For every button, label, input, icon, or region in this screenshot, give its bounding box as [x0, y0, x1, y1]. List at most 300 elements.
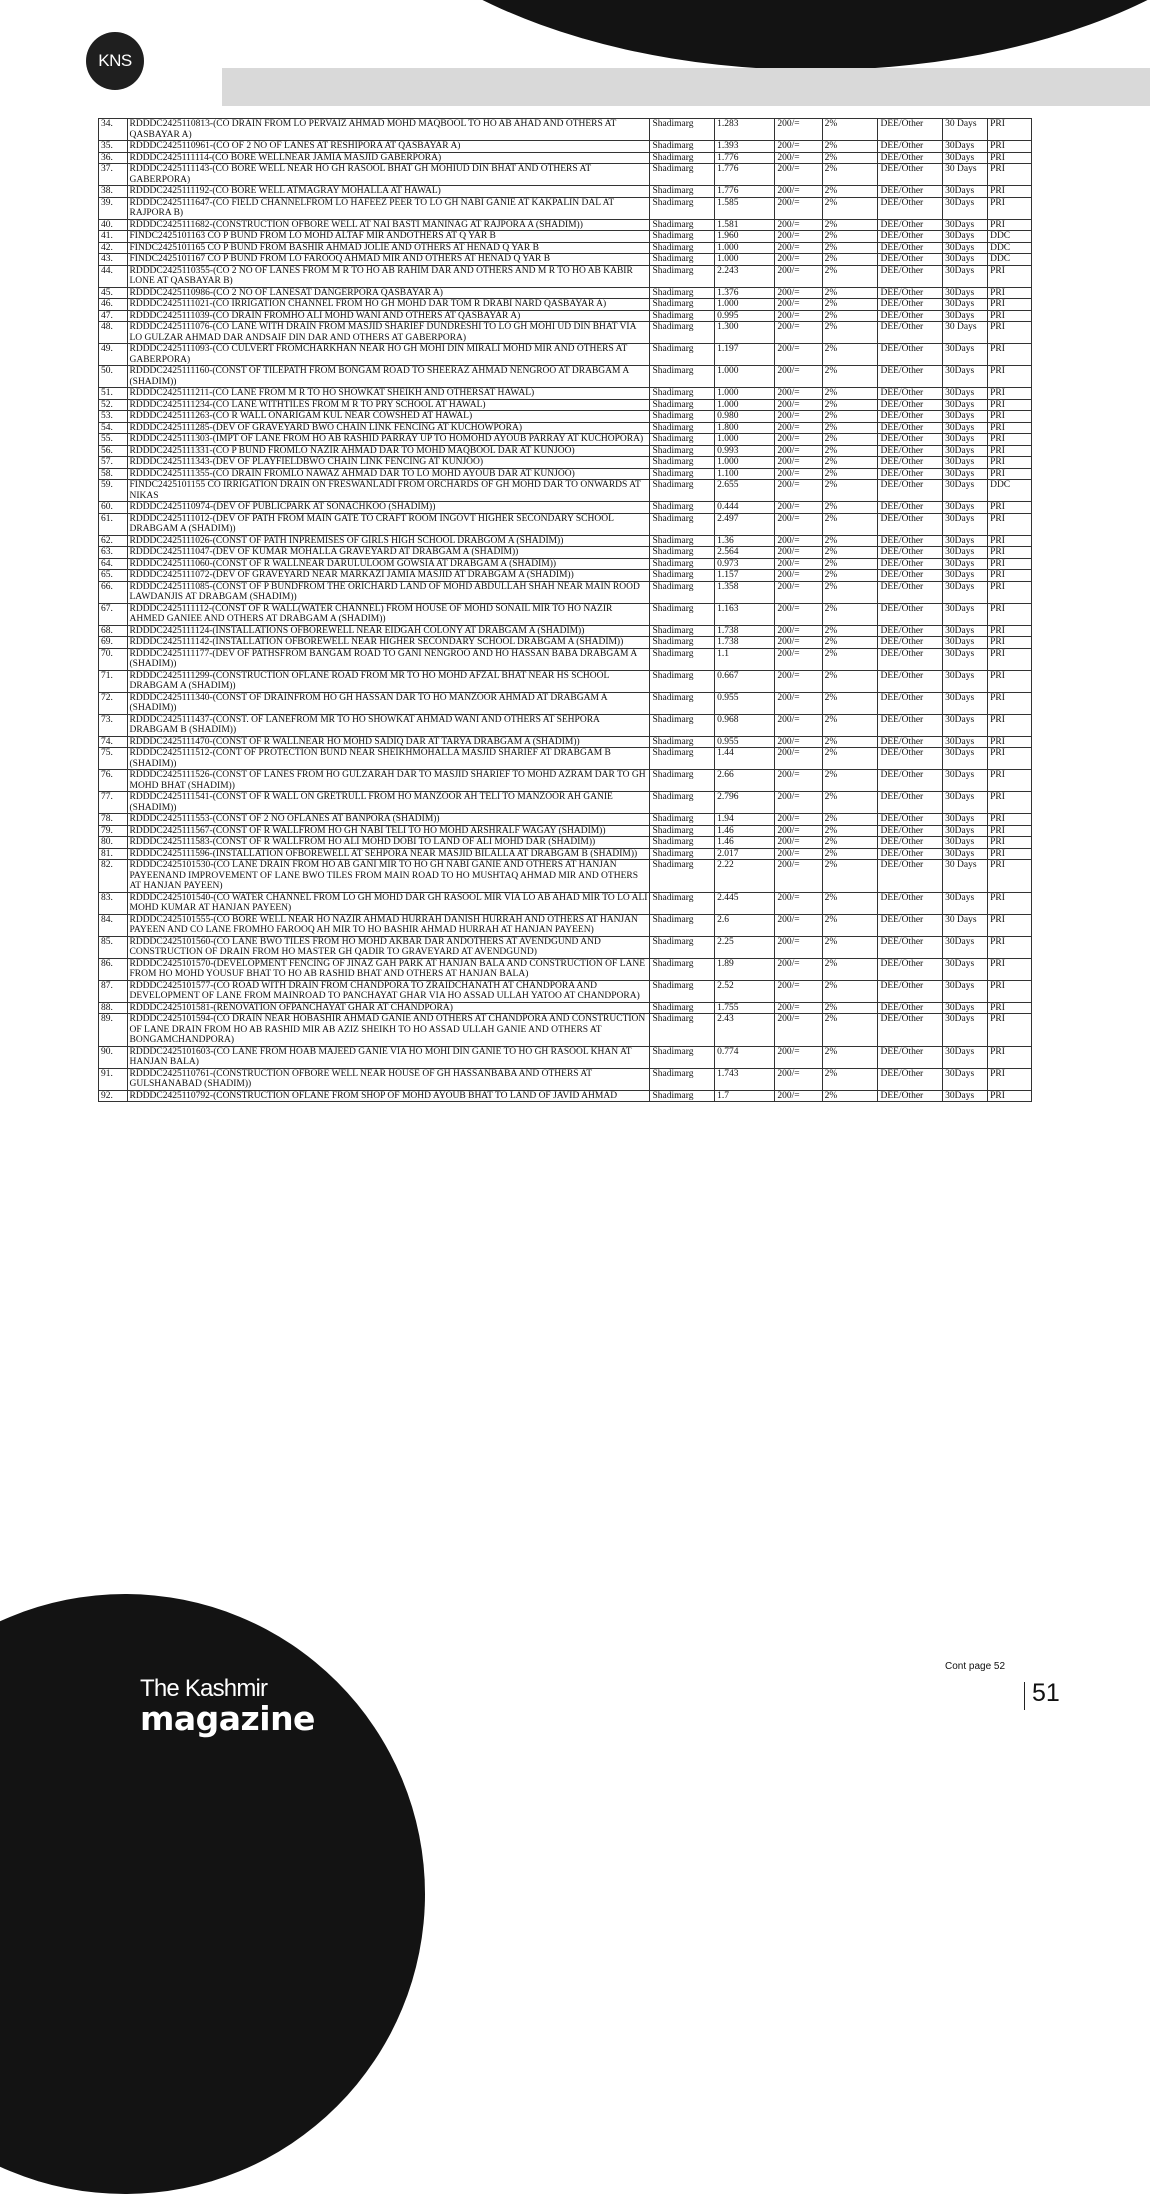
scheme-cell: PRI — [988, 535, 1032, 547]
duration-cell: 30Days — [943, 344, 988, 366]
area-cell: Shadimarg — [650, 581, 715, 603]
cost-cell: 1.000 — [715, 242, 775, 254]
scheme-cell: PRI — [988, 547, 1032, 559]
earnest-money-cell: 2% — [822, 825, 878, 837]
row-number: 61. — [99, 513, 128, 535]
fee-cell: 200/= — [775, 399, 822, 411]
area-cell: Shadimarg — [650, 1002, 715, 1014]
area-cell: Shadimarg — [650, 219, 715, 231]
earnest-money-cell: 2% — [822, 322, 878, 344]
scheme-cell: PRI — [988, 344, 1032, 366]
work-description: RDDDC2425101577-(CO ROAD WITH DRAIN FROM CHANDPORA TO ZRAIDCHANATH AT CHANDPORA AND DEVELOPMENT OF LANE FROM MAINROAD TO PANCHAYAT GHAR VIA HO ASSAD ULLAH YATOO AT CHANDPORA) — [127, 980, 650, 1002]
row-number: 34. — [99, 119, 128, 141]
row-number: 72. — [99, 692, 128, 714]
cost-cell: 1.393 — [715, 141, 775, 153]
duration-cell: 30Days — [943, 287, 988, 299]
scheme-cell: PRI — [988, 1002, 1032, 1014]
duration-cell: 30Days — [943, 265, 988, 287]
authority-cell: DEE/Other — [878, 152, 943, 164]
table-row — [99, 736, 1032, 748]
fee-cell: 200/= — [775, 242, 822, 254]
table-row — [99, 513, 1032, 535]
authority-cell: DEE/Other — [878, 535, 943, 547]
area-cell: Shadimarg — [650, 670, 715, 692]
authority-cell: DEE/Other — [878, 892, 943, 914]
earnest-money-cell: 2% — [822, 637, 878, 649]
authority-cell: DEE/Other — [878, 603, 943, 625]
cost-cell: 0.995 — [715, 310, 775, 322]
earnest-money-cell: 2% — [822, 558, 878, 570]
table-row — [99, 1002, 1032, 1014]
table-row — [99, 141, 1032, 153]
scheme-cell: PRI — [988, 692, 1032, 714]
area-cell: Shadimarg — [650, 692, 715, 714]
table-row — [99, 936, 1032, 958]
area-cell: Shadimarg — [650, 558, 715, 570]
cost-cell: 2.6 — [715, 914, 775, 936]
duration-cell: 30Days — [943, 242, 988, 254]
earnest-money-cell: 2% — [822, 1046, 878, 1068]
earnest-money-cell: 2% — [822, 366, 878, 388]
fee-cell: 200/= — [775, 637, 822, 649]
kns-logo — [86, 32, 144, 90]
magazine-logo — [140, 1677, 315, 1737]
authority-cell: DEE/Other — [878, 344, 943, 366]
cost-cell: 1.776 — [715, 186, 775, 198]
row-number: 36. — [99, 152, 128, 164]
cost-cell: 1.46 — [715, 837, 775, 849]
scheme-cell: PRI — [988, 581, 1032, 603]
cost-cell: 1.960 — [715, 231, 775, 243]
work-description: FINDC2425101155 CO IRRIGATION DRAIN ON FRESWANLADI FROM ORCHARDS OF GH MOHD DAR TO ONWARDS AT NIKAS — [127, 480, 650, 502]
area-cell: Shadimarg — [650, 637, 715, 649]
area-cell: Shadimarg — [650, 714, 715, 736]
duration-cell: 30Days — [943, 480, 988, 502]
duration-cell: 30Days — [943, 936, 988, 958]
fee-cell: 200/= — [775, 603, 822, 625]
row-number: 92. — [99, 1090, 128, 1102]
scheme-cell: PRI — [988, 141, 1032, 153]
scheme-cell: PRI — [988, 570, 1032, 582]
work-description: RDDDC2425111596-(INSTALLATION OFBOREWELL AT SEHPORA NEAR MASJID BILALLA AT DRABGAM B (SHADIM)) — [127, 848, 650, 860]
fee-cell: 200/= — [775, 322, 822, 344]
fee-cell: 200/= — [775, 936, 822, 958]
work-description: RDDDC2425111340-(CONST OF DRAINFROM HO GH HASSAN DAR TO HO MANZOOR AHMAD AT DRABGAM A (SHADIM)) — [127, 692, 650, 714]
table-row — [99, 692, 1032, 714]
work-description: RDDDC2425110355-(CO 2 NO OF LANES FROM M R TO HO AB RAHIM DAR AND OTHERS AND M R TO HO AB KABIR LONE AT QASBAYAR B) — [127, 265, 650, 287]
work-description: RDDDC2425111076-(CO LANE WITH DRAIN FROM MASJID SHARIEF DUNDRESHI TO LO GH MOHI UD DIN BHAT VIA LO GULZAR AHMAD DAR ANDSAIF DIN DAR AND OTHERS AT GABERPORA) — [127, 322, 650, 344]
duration-cell: 30Days — [943, 219, 988, 231]
table-row — [99, 197, 1032, 219]
scheme-cell: PRI — [988, 197, 1032, 219]
cost-cell: 1.743 — [715, 1068, 775, 1090]
authority-cell: DEE/Other — [878, 1068, 943, 1090]
duration-cell: 30 Days — [943, 164, 988, 186]
duration-cell: 30Days — [943, 299, 988, 311]
work-description: RDDDC2425111060-(CONST OF R WALLNEAR DARULULOOM GOWSIA AT DRABGAM A (SHADIM)) — [127, 558, 650, 570]
authority-cell: DEE/Other — [878, 770, 943, 792]
table-row — [99, 242, 1032, 254]
work-description: FINDC2425101167 CO P BUND FROM LO FAROOQ AHMAD MIR AND OTHERS AT HENAD Q YAR B — [127, 254, 650, 266]
earnest-money-cell: 2% — [822, 980, 878, 1002]
row-number: 54. — [99, 422, 128, 434]
work-description: RDDDC2425111192-(CO BORE WELL ATMAGRAY MOHALLA AT HAWAL) — [127, 186, 650, 198]
authority-cell: DEE/Other — [878, 480, 943, 502]
continued-note: Cont page 52 — [945, 1661, 1006, 1672]
authority-cell: DEE/Other — [878, 714, 943, 736]
earnest-money-cell: 2% — [822, 197, 878, 219]
authority-cell: DEE/Other — [878, 814, 943, 826]
fee-cell: 200/= — [775, 1090, 822, 1102]
scheme-cell: DDC — [988, 242, 1032, 254]
cost-cell: 0.955 — [715, 692, 775, 714]
work-description: RDDDC2425111299-(CONSTRUCTION OFLANE ROAD FROM MR TO HO MOHD AFZAL BHAT NEAR HS SCHOOL DRABGAM A (SHADIM)) — [127, 670, 650, 692]
row-number: 55. — [99, 434, 128, 446]
earnest-money-cell: 2% — [822, 625, 878, 637]
area-cell: Shadimarg — [650, 535, 715, 547]
fee-cell: 200/= — [775, 814, 822, 826]
authority-cell: DEE/Other — [878, 558, 943, 570]
row-number: 65. — [99, 570, 128, 582]
scheme-cell: PRI — [988, 860, 1032, 893]
duration-cell: 30Days — [943, 792, 988, 814]
table-row — [99, 164, 1032, 186]
area-cell: Shadimarg — [650, 860, 715, 893]
cost-cell: 2.66 — [715, 770, 775, 792]
table-row — [99, 603, 1032, 625]
authority-cell: DEE/Other — [878, 299, 943, 311]
scheme-cell: PRI — [988, 502, 1032, 514]
cost-cell: 1.163 — [715, 603, 775, 625]
work-description: RDDDC2425111234-(CO LANE WITHTILES FROM M R TO PRY SCHOOL AT HAWAL) — [127, 399, 650, 411]
area-cell: Shadimarg — [650, 457, 715, 469]
duration-cell: 30 Days — [943, 860, 988, 893]
table-row — [99, 958, 1032, 980]
table-row — [99, 1090, 1032, 1102]
header-decoration — [320, 0, 1150, 70]
cost-cell: 2.243 — [715, 265, 775, 287]
row-number: 75. — [99, 748, 128, 770]
work-description: FINDC2425101165 CO P BUND FROM BASHIR AHMAD JOLIE AND OTHERS AT HENAD Q YAR B — [127, 242, 650, 254]
row-number: 82. — [99, 860, 128, 893]
area-cell: Shadimarg — [650, 445, 715, 457]
duration-cell: 30Days — [943, 445, 988, 457]
area-cell: Shadimarg — [650, 837, 715, 849]
authority-cell: DEE/Other — [878, 914, 943, 936]
earnest-money-cell: 2% — [822, 445, 878, 457]
earnest-money-cell: 2% — [822, 581, 878, 603]
cost-cell: 1.283 — [715, 119, 775, 141]
fee-cell: 200/= — [775, 1014, 822, 1047]
authority-cell: DEE/Other — [878, 547, 943, 559]
scheme-cell: PRI — [988, 837, 1032, 849]
duration-cell: 30Days — [943, 980, 988, 1002]
duration-cell: 30Days — [943, 848, 988, 860]
cost-cell: 0.968 — [715, 714, 775, 736]
authority-cell: DEE/Other — [878, 287, 943, 299]
duration-cell: 30Days — [943, 825, 988, 837]
earnest-money-cell: 2% — [822, 152, 878, 164]
cost-cell: 0.774 — [715, 1046, 775, 1068]
duration-cell: 30Days — [943, 535, 988, 547]
row-number: 43. — [99, 254, 128, 266]
cost-cell: 1.755 — [715, 1002, 775, 1014]
scheme-cell: PRI — [988, 388, 1032, 400]
row-number: 35. — [99, 141, 128, 153]
table-row — [99, 231, 1032, 243]
fee-cell: 200/= — [775, 1002, 822, 1014]
table-row — [99, 344, 1032, 366]
cost-cell: 2.655 — [715, 480, 775, 502]
row-number: 66. — [99, 581, 128, 603]
earnest-money-cell: 2% — [822, 219, 878, 231]
scheme-cell: PRI — [988, 287, 1032, 299]
work-description: RDDDC2425111039-(CO DRAIN FROMHO ALI MOHD WANI AND OTHERS AT QASBAYAR A) — [127, 310, 650, 322]
row-number: 86. — [99, 958, 128, 980]
row-number: 46. — [99, 299, 128, 311]
table-row — [99, 422, 1032, 434]
cost-cell: 1.300 — [715, 322, 775, 344]
authority-cell: DEE/Other — [878, 692, 943, 714]
area-cell: Shadimarg — [650, 366, 715, 388]
row-number: 51. — [99, 388, 128, 400]
duration-cell: 30Days — [943, 625, 988, 637]
authority-cell: DEE/Other — [878, 958, 943, 980]
fee-cell: 200/= — [775, 457, 822, 469]
cost-cell: 1.358 — [715, 581, 775, 603]
work-description: RDDDC2425110792-(CONSTRUCTION OFLANE FROM SHOP OF MOHD AYOUB BHAT TO LAND OF JAVID AHMAD — [127, 1090, 650, 1102]
earnest-money-cell: 2% — [822, 1068, 878, 1090]
earnest-money-cell: 2% — [822, 457, 878, 469]
area-cell: Shadimarg — [650, 980, 715, 1002]
tender-table — [98, 118, 1032, 1102]
table-row — [99, 254, 1032, 266]
work-description: RDDDC2425110761-(CONSTRUCTION OFBORE WELL NEAR HOUSE OF GH HASSANBABA AND OTHERS AT GULSHANABAD (SHADIM)) — [127, 1068, 650, 1090]
earnest-money-cell: 2% — [822, 480, 878, 502]
authority-cell: DEE/Other — [878, 366, 943, 388]
row-number: 69. — [99, 637, 128, 649]
row-number: 81. — [99, 848, 128, 860]
table-row — [99, 119, 1032, 141]
duration-cell: 30Days — [943, 141, 988, 153]
row-number: 37. — [99, 164, 128, 186]
row-number: 68. — [99, 625, 128, 637]
table-row — [99, 1046, 1032, 1068]
area-cell: Shadimarg — [650, 254, 715, 266]
area-cell: Shadimarg — [650, 468, 715, 480]
row-number: 73. — [99, 714, 128, 736]
work-description: RDDDC2425111124-(INSTALLATIONS OFBOREWELL NEAR EIDGAH COLONY AT DRABGAM A (SHADIM)) — [127, 625, 650, 637]
duration-cell: 30Days — [943, 958, 988, 980]
cost-cell: 1.000 — [715, 366, 775, 388]
tender-table-body — [99, 119, 1032, 1102]
area-cell: Shadimarg — [650, 287, 715, 299]
scheme-cell: PRI — [988, 310, 1032, 322]
fee-cell: 200/= — [775, 848, 822, 860]
earnest-money-cell: 2% — [822, 670, 878, 692]
scheme-cell: PRI — [988, 152, 1032, 164]
scheme-cell: PRI — [988, 164, 1032, 186]
earnest-money-cell: 2% — [822, 848, 878, 860]
authority-cell: DEE/Other — [878, 219, 943, 231]
work-description: RDDDC2425101555-(CO BORE WELL NEAR HO NAZIR AHMAD HURRAH DANISH HURRAH AND OTHERS AT HANJAN PAYEEN AND CO LANE FROMHO FAROOQ AH MIR TO HO BASHIR AHMAD HURRAH AT HANJAN PAYEEN) — [127, 914, 650, 936]
authority-cell: DEE/Other — [878, 242, 943, 254]
cost-cell: 1.44 — [715, 748, 775, 770]
area-cell: Shadimarg — [650, 1068, 715, 1090]
cost-cell: 1.000 — [715, 388, 775, 400]
authority-cell: DEE/Other — [878, 141, 943, 153]
earnest-money-cell: 2% — [822, 141, 878, 153]
cost-cell: 2.796 — [715, 792, 775, 814]
fee-cell: 200/= — [775, 535, 822, 547]
duration-cell: 30Days — [943, 254, 988, 266]
row-number: 50. — [99, 366, 128, 388]
table-row — [99, 480, 1032, 502]
cost-cell: 1.376 — [715, 287, 775, 299]
earnest-money-cell: 2% — [822, 1002, 878, 1014]
table-row — [99, 468, 1032, 480]
cost-cell: 1.800 — [715, 422, 775, 434]
area-cell: Shadimarg — [650, 231, 715, 243]
cost-cell: 2.445 — [715, 892, 775, 914]
work-description: RDDDC2425111263-(CO R WALL ONARIGAM KUL NEAR COWSHED AT HAWAL) — [127, 411, 650, 423]
work-description: RDDDC2425110986-(CO 2 NO OF LANESAT DANGERPORA QASBAYAR A) — [127, 287, 650, 299]
earnest-money-cell: 2% — [822, 231, 878, 243]
table-row — [99, 570, 1032, 582]
work-description: RDDDC2425101603-(CO LANE FROM HOAB MAJEED GANIE VIA HO MOHI DIN GANIE TO HO GH RASOOL KHAN AT HANJAN BALA) — [127, 1046, 650, 1068]
earnest-money-cell: 2% — [822, 603, 878, 625]
cost-cell: 1.36 — [715, 535, 775, 547]
table-row — [99, 837, 1032, 849]
area-cell: Shadimarg — [650, 242, 715, 254]
earnest-money-cell: 2% — [822, 1014, 878, 1047]
row-number: 63. — [99, 547, 128, 559]
authority-cell: DEE/Other — [878, 637, 943, 649]
cost-cell: 1.7 — [715, 1090, 775, 1102]
table-row — [99, 287, 1032, 299]
authority-cell: DEE/Other — [878, 119, 943, 141]
fee-cell: 200/= — [775, 670, 822, 692]
authority-cell: DEE/Other — [878, 388, 943, 400]
cost-cell: 1.000 — [715, 434, 775, 446]
duration-cell: 30Days — [943, 558, 988, 570]
work-description: RDDDC2425111026-(CONST OF PATH INPREMISES OF GIRLS HIGH SCHOOL DRABGOM A (SHADIM)) — [127, 535, 650, 547]
fee-cell: 200/= — [775, 825, 822, 837]
table-row — [99, 860, 1032, 893]
row-number: 76. — [99, 770, 128, 792]
area-cell: Shadimarg — [650, 322, 715, 344]
authority-cell: DEE/Other — [878, 265, 943, 287]
fee-cell: 200/= — [775, 837, 822, 849]
duration-cell: 30Days — [943, 837, 988, 849]
earnest-money-cell: 2% — [822, 411, 878, 423]
work-description: RDDDC2425101581-(RENOVATION OFPANCHAYAT GHAR AT CHANDPORA) — [127, 1002, 650, 1014]
table-row — [99, 366, 1032, 388]
duration-cell: 30Days — [943, 231, 988, 243]
area-cell: Shadimarg — [650, 299, 715, 311]
row-number: 41. — [99, 231, 128, 243]
work-description: RDDDC2425111072-(DEV OF GRAVEYARD NEAR MARKAZI JAMIA MASJID AT DRABGAM A (SHADIM)) — [127, 570, 650, 582]
earnest-money-cell: 2% — [822, 265, 878, 287]
duration-cell: 30Days — [943, 714, 988, 736]
authority-cell: DEE/Other — [878, 1046, 943, 1068]
scheme-cell: PRI — [988, 748, 1032, 770]
row-number: 90. — [99, 1046, 128, 1068]
cost-cell: 0.444 — [715, 502, 775, 514]
work-description: RDDDC2425111285-(DEV OF GRAVEYARD BWO CHAIN LINK FENCING AT KUCHOWPORA) — [127, 422, 650, 434]
work-description: RDDDC2425111012-(DEV OF PATH FROM MAIN GATE TO CRAFT ROOM INGOVT HIGHER SECONDARY SCHOOL DRABGAM A (SHADIM)) — [127, 513, 650, 535]
cost-cell: 1.738 — [715, 625, 775, 637]
table-row — [99, 848, 1032, 860]
duration-cell: 30Days — [943, 736, 988, 748]
area-cell: Shadimarg — [650, 770, 715, 792]
row-number: 49. — [99, 344, 128, 366]
earnest-money-cell: 2% — [822, 936, 878, 958]
earnest-money-cell: 2% — [822, 736, 878, 748]
duration-cell: 30Days — [943, 547, 988, 559]
work-description: RDDDC2425101560-(CO LANE BWO TILES FROM HO MOHD AKBAR DAR ANDOTHERS AT AVENDGUND AND CONSTRUCTION OF DRAIN FROM HO MASTER GH QADIR TO GRAVEYARD AT AVENDGUND) — [127, 936, 650, 958]
area-cell: Shadimarg — [650, 310, 715, 322]
duration-cell: 30Days — [943, 814, 988, 826]
duration-cell: 30Days — [943, 570, 988, 582]
work-description: RDDDC2425111526-(CONST OF LANES FROM HO GULZARAH DAR TO MASJID SHARIEF TO MOHD AZRAM DAR TO GH MOHD BHAT (SHADIM)) — [127, 770, 650, 792]
duration-cell: 30Days — [943, 670, 988, 692]
scheme-cell: PRI — [988, 411, 1032, 423]
earnest-money-cell: 2% — [822, 814, 878, 826]
duration-cell: 30Days — [943, 648, 988, 670]
table-row — [99, 388, 1032, 400]
kns-logo-text: KNS — [98, 51, 132, 70]
earnest-money-cell: 2% — [822, 299, 878, 311]
row-number: 80. — [99, 837, 128, 849]
work-description: RDDDC2425111160-(CONST OF TILEPATH FROM BONGAM ROAD TO SHEERAZ AHMAD NENGROO AT DRABGAM A (SHADIM)) — [127, 366, 650, 388]
cost-cell: 1.776 — [715, 152, 775, 164]
scheme-cell: PRI — [988, 322, 1032, 344]
earnest-money-cell: 2% — [822, 513, 878, 535]
earnest-money-cell: 2% — [822, 714, 878, 736]
cost-cell: 1.157 — [715, 570, 775, 582]
fee-cell: 200/= — [775, 980, 822, 1002]
fee-cell: 200/= — [775, 770, 822, 792]
earnest-money-cell: 2% — [822, 547, 878, 559]
scheme-cell: PRI — [988, 1014, 1032, 1047]
cost-cell: 0.993 — [715, 445, 775, 457]
table-row — [99, 892, 1032, 914]
cost-cell: 2.25 — [715, 936, 775, 958]
fee-cell: 200/= — [775, 748, 822, 770]
earnest-money-cell: 2% — [822, 468, 878, 480]
fee-cell: 200/= — [775, 502, 822, 514]
fee-cell: 200/= — [775, 287, 822, 299]
scheme-cell: PRI — [988, 814, 1032, 826]
area-cell: Shadimarg — [650, 1090, 715, 1102]
table-row — [99, 411, 1032, 423]
work-description: RDDDC2425101530-(CO LANE DRAIN FROM HO AB GANI MIR TO HO GH NABI GANIE AND OTHERS AT HANJAN PAYEENAND IMPROVEMENT OF LANE BWO TILES FROM MAIN ROAD TO HO MUSHTAQ AHMAD MIR AND OTHERS AT HANJAN PAYEEN) — [127, 860, 650, 893]
scheme-cell: PRI — [988, 457, 1032, 469]
fee-cell: 200/= — [775, 119, 822, 141]
fee-cell: 200/= — [775, 1046, 822, 1068]
cost-cell: 1.197 — [715, 344, 775, 366]
scheme-cell: PRI — [988, 119, 1032, 141]
duration-cell: 30Days — [943, 152, 988, 164]
row-number: 42. — [99, 242, 128, 254]
fee-cell: 200/= — [775, 570, 822, 582]
fee-cell: 200/= — [775, 1068, 822, 1090]
row-number: 47. — [99, 310, 128, 322]
scheme-cell: DDC — [988, 254, 1032, 266]
row-number: 77. — [99, 792, 128, 814]
row-number: 58. — [99, 468, 128, 480]
